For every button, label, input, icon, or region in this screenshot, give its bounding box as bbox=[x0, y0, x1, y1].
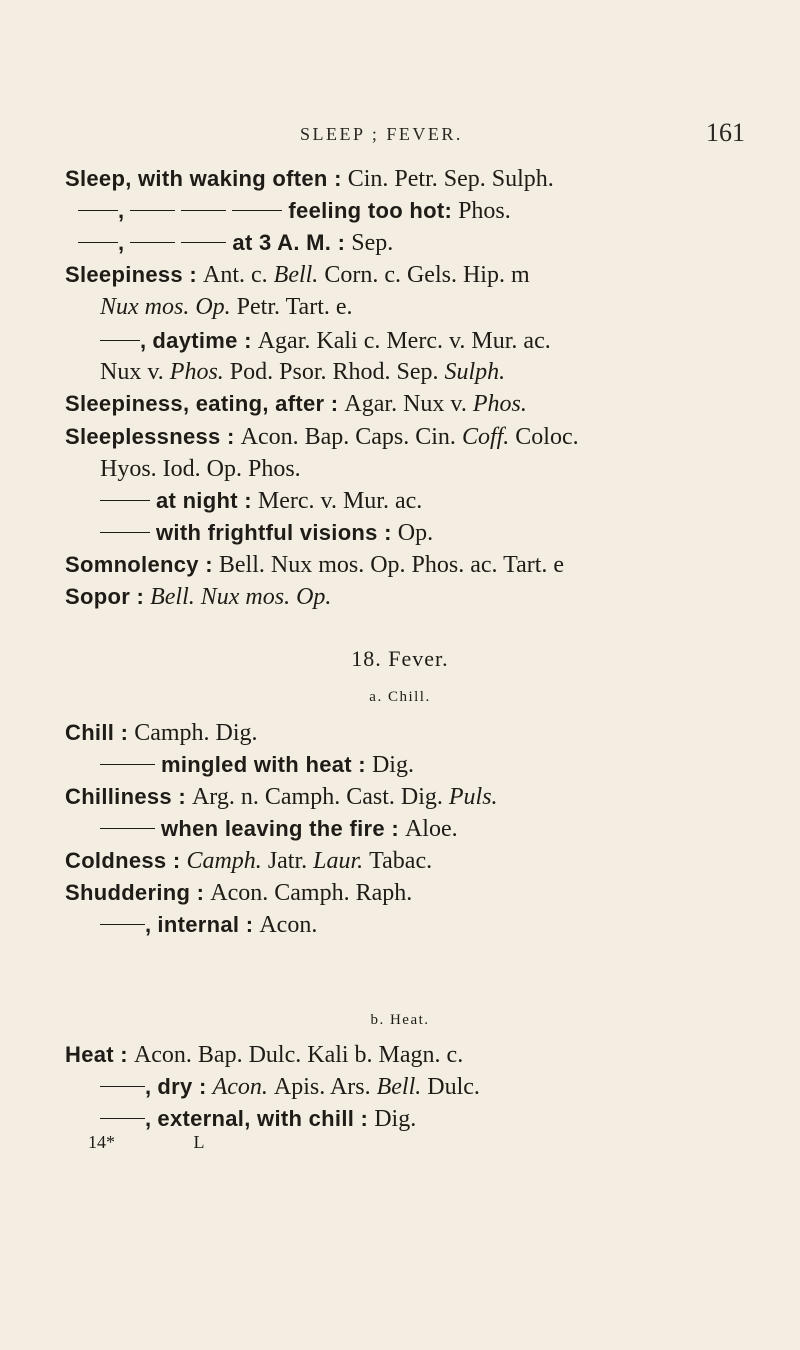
entry-daytime-cont: Nux v. Phos. Pod. Psor. Rhod. Sep. Sulph. bbox=[100, 359, 506, 385]
ditto-dash bbox=[181, 242, 226, 243]
entry-remedies: Phos. bbox=[458, 198, 511, 224]
entry-mingled-heat: mingled with heat : Dig. bbox=[100, 750, 800, 780]
section-title: 18. Fever. bbox=[351, 646, 449, 671]
ditto-dash bbox=[78, 242, 118, 243]
entry-remedies: Cin. Petr. Sep. Sulph. bbox=[347, 166, 554, 192]
entry-sleepiness: Sleepiness : Ant. c. Bell. Corn. c. Gels. Hip. m bbox=[65, 262, 530, 288]
entry-somnolency: Somnolency : Bell. Nux mos. Op. Phos. ac. Tart. e bbox=[65, 552, 565, 578]
ditto-dash bbox=[78, 210, 118, 211]
page-number: 161 bbox=[706, 118, 745, 147]
ditto-dash bbox=[232, 210, 282, 211]
ditto-dash bbox=[100, 924, 145, 925]
signature-mark: 14* L bbox=[88, 1132, 205, 1152]
entry-leaving-fire: when leaving the fire : Aloe. bbox=[100, 814, 800, 844]
entry-term: with frightful visions : bbox=[156, 520, 392, 545]
entry-sleeplessness: Sleeplessness : Acon. Bap. Caps. Cin. Coff. Coloc. bbox=[65, 424, 579, 450]
ditto-dash bbox=[100, 340, 140, 341]
ditto-dash bbox=[130, 210, 175, 211]
subsection-heat: b. Heat. bbox=[370, 1012, 430, 1028]
ditto-dash bbox=[130, 242, 175, 243]
entry-remedies: Sep. bbox=[351, 230, 394, 256]
ditto-dash bbox=[100, 828, 155, 829]
entry-sleepiness-eating: Sleepiness, eating, after : Agar. Nux v. Phos. bbox=[65, 391, 527, 417]
subsection-chill: a. Chill. bbox=[369, 689, 431, 705]
entry-term: Sopor : bbox=[65, 584, 145, 609]
entry-feeling-hot: , feeling too hot: Phos. bbox=[78, 196, 778, 226]
entry-heat: Heat : Acon. Bap. Dulc. Kali b. Magn. c. bbox=[65, 1042, 464, 1068]
entry-term: Sleep, with waking often : bbox=[65, 166, 342, 191]
ditto-dash bbox=[100, 1118, 145, 1119]
entry-external-chill: , external, with chill : Dig. bbox=[100, 1104, 800, 1134]
entry-term: Sleeplessness : bbox=[65, 424, 235, 449]
entry-shuddering: Shuddering : Acon. Camph. Raph. bbox=[65, 880, 413, 906]
entry-term: at night : bbox=[156, 488, 252, 513]
entry-term: feeling too hot: bbox=[288, 198, 453, 223]
ditto-dash bbox=[100, 1086, 145, 1087]
entry-sleepiness-cont: Nux mos. Op. Petr. Tart. e. bbox=[100, 294, 353, 320]
entry-daytime: , daytime : Agar. Kali c. Merc. v. Mur. ac. bbox=[100, 326, 800, 356]
entry-term: at 3 A. M. : bbox=[232, 230, 346, 255]
entry-at-3am: , at 3 A. M. : Sep. bbox=[78, 228, 778, 258]
entry-internal: , internal : Acon. bbox=[100, 910, 800, 940]
entry-dry: , dry : Acon. Apis. Ars. Bell. Dulc. bbox=[100, 1072, 800, 1102]
entry-sleeplessness-cont: Hyos. Iod. Op. Phos. bbox=[100, 456, 301, 482]
entry-chill: Chill : Camph. Dig. bbox=[65, 720, 258, 746]
ditto-dash bbox=[100, 532, 150, 533]
ditto-dash bbox=[100, 500, 150, 501]
entry-sopor: Sopor : Bell. Nux mos. Op. bbox=[65, 584, 332, 610]
ditto-dash bbox=[181, 210, 226, 211]
entry-sleep-waking bbox=[65, 164, 765, 194]
entry-chilliness: Chilliness : Arg. n. Camph. Cast. Dig. Puls. bbox=[65, 784, 498, 810]
entry-term: Sleepiness, eating, after : bbox=[65, 391, 339, 416]
running-head: SLEEP ; FEVER. bbox=[300, 124, 463, 144]
entry-term: Somnolency : bbox=[65, 552, 213, 577]
entry-term: daytime : bbox=[152, 328, 252, 353]
entry-term: Sleepiness : bbox=[65, 262, 197, 287]
entry-coldness: Coldness : Camph. Jatr. Laur. Tabac. bbox=[65, 848, 433, 874]
ditto-dash bbox=[100, 764, 155, 765]
entry-at-night: at night : Merc. v. Mur. ac. bbox=[100, 486, 800, 516]
entry-frightful-visions: with frightful visions : Op. bbox=[100, 518, 800, 548]
